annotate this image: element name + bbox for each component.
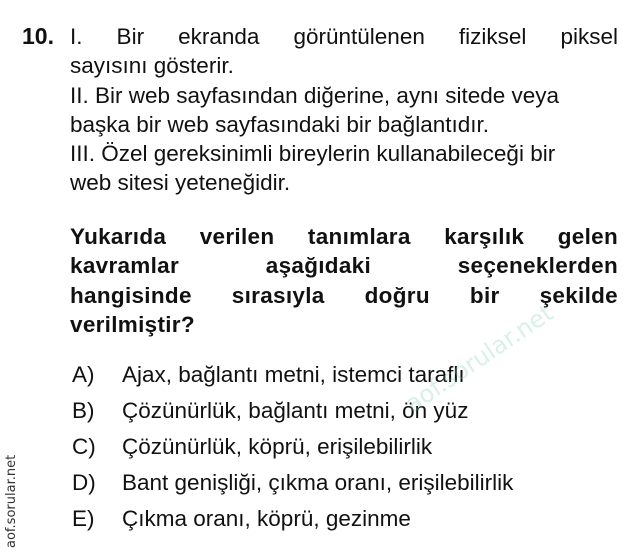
option-text: Ajax, bağlantı metni, istemci taraflı	[122, 362, 465, 387]
option-c[interactable]	[72, 432, 612, 468]
option-d[interactable]	[72, 468, 612, 504]
statement-line-6: web sitesi yeteneğidir.	[70, 170, 291, 196]
option-letter: D)	[72, 470, 96, 495]
prompt-line-2: kavramlar aşağıdaki seçeneklerden	[70, 253, 618, 279]
prompt-line-4: verilmiştir?	[70, 311, 195, 337]
statement-line-1: I. Bir ekranda görüntülenen fiziksel piksel	[70, 24, 618, 49]
statement-line-3: II. Bir web sayfasından diğerine, aynı sitede veya	[70, 82, 560, 108]
option-letter: A)	[72, 362, 95, 387]
option-b[interactable]	[72, 396, 612, 432]
prompt-line-1: Yukarıda verilen tanımlara karşılık gelen	[70, 224, 618, 249]
option-letter: B)	[72, 398, 95, 423]
option-text: Çıkma oranı, köprü, gezinme	[122, 506, 411, 531]
prompt-line-3: hangisinde sırasıyla doğru bir şekilde	[70, 282, 618, 308]
question-statements	[70, 22, 618, 198]
answer-options	[72, 360, 612, 540]
statement-line-2: sayısını gösterir.	[70, 53, 234, 79]
option-text: Bant genişliği, çıkma oranı, erişilebilirlik	[122, 470, 514, 495]
watermark-diagonal: aof.sorular.net	[400, 298, 559, 419]
option-e[interactable]	[72, 504, 612, 540]
option-text: Çözünürlük, köprü, erişilebilirlik	[122, 434, 433, 459]
statement-line-5: III. Özel gereksinimli bireylerin kullanabileceği bir	[70, 141, 556, 167]
option-text: Çözünürlük, bağlantı metni, ön yüz	[122, 398, 469, 423]
option-a[interactable]	[72, 360, 612, 396]
question-number: 10.	[22, 23, 54, 49]
option-letter: E)	[72, 506, 95, 531]
statement-line-4: başka bir web sayfasındaki bir bağlantıdır.	[70, 111, 489, 137]
watermark-side: aof.sorular.net	[4, 454, 19, 548]
option-letter: C)	[72, 434, 96, 459]
